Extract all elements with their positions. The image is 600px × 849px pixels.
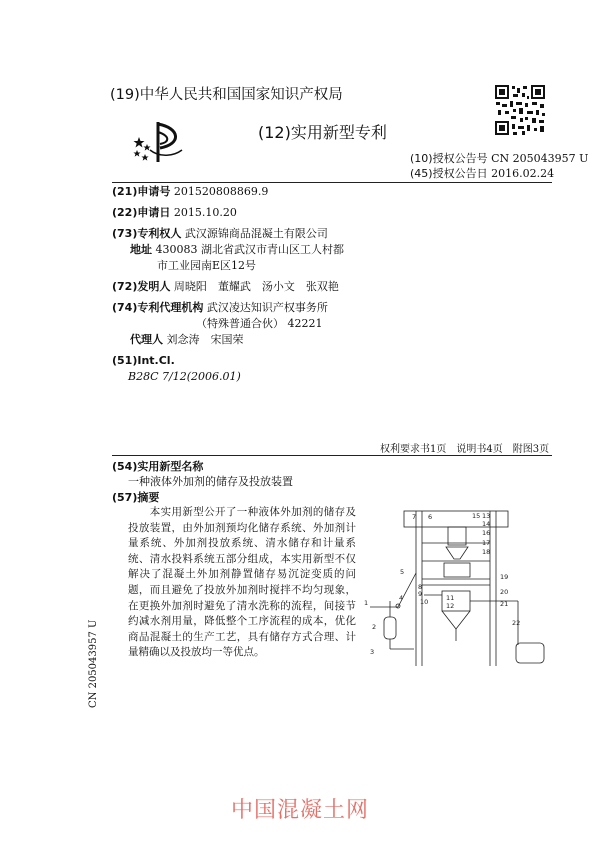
- utility-model-title: 一种液体外加剂的储存及投放装置: [128, 475, 293, 488]
- inventors-row: [112, 279, 339, 294]
- diagram-label-13: 13: [482, 512, 491, 520]
- diagram-label-10: 10: [420, 598, 429, 606]
- agency-label: (74)专利代理机构: [112, 301, 204, 314]
- diagram-label-18: 18: [482, 548, 491, 556]
- document-kind: (12)实用新型专利: [258, 123, 387, 142]
- agent: 刘念涛 宋国荣: [166, 333, 244, 346]
- title-label: (54)实用新型名称: [112, 460, 204, 473]
- inventors: 周晓阳 董耀武 汤小文 张双艳: [173, 280, 339, 293]
- diagram-label-4: 4: [399, 594, 404, 602]
- intcl-code: B28C 7/12(2006.01): [128, 370, 241, 383]
- address-label: 地址: [130, 243, 152, 256]
- diagram-label-8: 8: [418, 583, 423, 591]
- intcl-row: [112, 353, 175, 368]
- abstract-label: (57)摘要: [112, 491, 160, 504]
- intcl-label: (51)Int.Cl.: [112, 354, 175, 367]
- address-line-1: 430083 湖北省武汉市青山区工人村都: [155, 243, 344, 256]
- agency-line-2: （特殊普通合伙） 42221: [196, 317, 323, 330]
- pub-date-label: (45)授权公告日: [410, 167, 488, 180]
- diagram-label-17: 17: [482, 539, 491, 547]
- diagram-label-9: 9: [418, 590, 423, 598]
- agency-row: [112, 300, 328, 315]
- diagram-label-15: 15: [472, 512, 481, 520]
- page-counts: 权利要求书1页 说明书4页 附图3页: [380, 444, 550, 455]
- address-row: [130, 242, 344, 257]
- cnipa-emblem: [130, 120, 190, 165]
- diagram-label-5: 5: [400, 568, 405, 576]
- pub-no: CN 205043957 U: [491, 152, 589, 165]
- diagram-label-22: 22: [512, 619, 521, 627]
- pub-date: 2016.02.24: [491, 167, 555, 180]
- diagram-label-16: 16: [482, 529, 491, 537]
- diagram-label-14: 14: [482, 520, 491, 528]
- app-date-label: (22)申请日: [112, 206, 171, 219]
- app-no: 201520808869.9: [173, 185, 269, 198]
- agent-row: [130, 332, 244, 347]
- agent-label: 代理人: [130, 333, 163, 346]
- patentee-label: (73)专利权人: [112, 227, 182, 240]
- pub-no-label: (10)授权公告号: [410, 152, 488, 165]
- header-divider: [112, 182, 552, 183]
- diagram-label-3: 3: [370, 648, 375, 656]
- application-date-row: [112, 205, 237, 220]
- application-number-row: [112, 184, 268, 199]
- inventors-label: (72)发明人: [112, 280, 171, 293]
- address-line-2: 市工业园南E区12号: [157, 259, 257, 272]
- patentee-row: [112, 226, 328, 241]
- diagram-label-11: 11: [446, 594, 455, 602]
- device-diagram: [360, 503, 552, 666]
- diagram-label-19: 19: [500, 573, 509, 581]
- issuing-office: (19)中华人民共和国国家知识产权局: [110, 87, 343, 103]
- side-publication-code: CN 205043957 U: [88, 619, 99, 708]
- agency-line-1: 武汉凌达知识产权事务所: [206, 301, 328, 314]
- diagram-label-12: 12: [446, 602, 455, 610]
- app-no-label: (21)申请号: [112, 185, 171, 198]
- diagram-label-7: 7: [412, 513, 417, 521]
- diagram-label-2: 2: [372, 623, 377, 631]
- diagram-label-21: 21: [500, 600, 509, 608]
- diagram-label-6: 6: [428, 513, 433, 521]
- diagram-label-20: 20: [500, 588, 509, 596]
- watermark: 中国混凝土网: [230, 798, 369, 823]
- publication-numbers: [410, 151, 588, 181]
- qr-code: [494, 84, 546, 136]
- diagram-label-1: 1: [364, 599, 369, 607]
- abstract-divider: [112, 455, 552, 456]
- abstract-text: 本实用新型公开了一种液体外加剂的储存及投放装置，由外加剂预均化储存系统、外加剂计量系统、外加剂投放系统、清水储存和计量系统、清水投料系统五部分组成，本实用新型不仅解决了混凝土外加剂静置储存易沉淀变质的问题，而且避免了投放外加剂时搅拌不均匀现象，在更换外加剂时避免了清水洗称的流程，间接节约减水剂用量，降低整个工序流程的成本，优化商品混凝土的生产工艺，具有储存方式合理、计量精确以及投放均一等优点。: [128, 506, 356, 659]
- patentee: 武汉源锦商品混凝土有限公司: [184, 227, 328, 240]
- app-date: 2015.10.20: [173, 206, 237, 219]
